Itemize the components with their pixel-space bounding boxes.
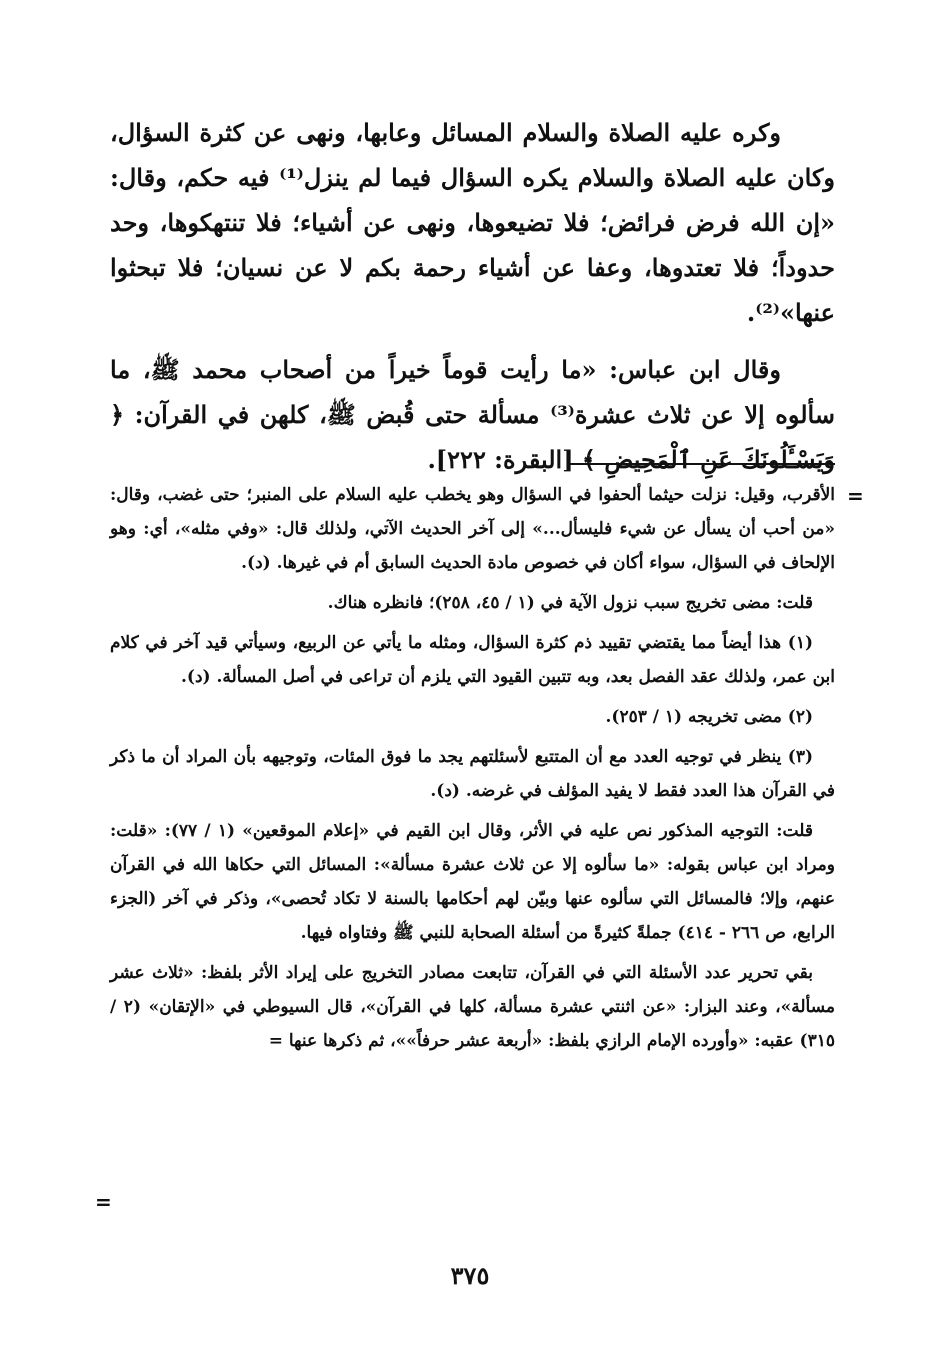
footnote-editor-note: قلت: مضى تخريج سبب نزول الآية في (١ / ٤٥، ٢٥٨)؛ فانظره هناك. [327,593,813,613]
continuation-mark-top: = [847,484,864,508]
footnote-continuation: الأقرب، وقيل: نزلت حيثما ألحفوا في السؤال وهو يخطب عليه السلام على المنبر؛ حتى غضب، وقال: «من أحب أن يسأل عن شيء فليسأل...» إلى آخر الحديث الآتي، ولذلك قال: «وفي مثله»، أي: وهو الإلحاف في السؤال، سواء أكان في خصوص مادة الحديث السابق أم في غيرها. (د). [110,485,835,573]
footnote-3: (٣) ينظر في توجيه العدد مع أن المتتبع لأسئلتهم يجد ما فوق المئات، وتوجيهه بأن المراد أن ما ذكر في القرآن هذا العدد فقط لا يفيد المؤلف في غرضه. (د). [110,747,835,801]
footnote-editor-note-2: قلت: التوجيه المذكور نص عليه في الأثر، وقال ابن القيم في «إعلام الموقعين» (١ / ٧٧): «قلت: ومراد ابن عباس بقوله: «ما سألوه إلا عن ثلاث عشرة مسألة»: المسائل التي حكاها الله في القرآن عنهم، وإلا؛ فالمسائل التي سألوه عنها وبيّن لهم أحكامها بالسنة لا تكاد تُحصى»، وذكر في آخر (الجزء الرابع، ص ٢٦٦ - ٤١٤) جملةً كثيرةً من أسئلة الصحابة للنبي ﷺ وفتاواه فيها. [110,821,835,943]
main-paragraph: وكره عليه الصلاة والسلام المسائل وعابها، ونهى عن كثرة السؤال، وكان عليه الصلاة والسلام يكره السؤال فيما لم ينزل⁽¹⁾ فيه حكم، وقال: «إن الله فرض فرائض؛ فلا تضيعوها، ونهى عن أشياء؛ فلا تنتهكوها، وحد حدوداً؛ فلا تعتدوها، وعفا عن أشياء رحمة بكم لا عن نسيان؛ فلا تبحثوا عنها»⁽²⁾. [110,118,835,327]
footnotes-section [110,478,835,1064]
footnote-2: (٢) مضى تخريجه (١ / ٢٥٣). [605,707,813,727]
footnote-divider [567,463,835,465]
footnote-editor-note-3: بقي تحرير عدد الأسئلة التي في القرآن، تتابعت مصادر التخريج على إيراد الأثر بلفظ: «ثلاث عشر مسألة»، وعند البزار: «عن اثنتي عشرة مسألة، كلها في القرآن»، قال السيوطي في «الإتقان» (٢ / ٣١٥) عقبه: «وأورده الإمام الرازي بلفظ: «أربعة عشر حرفاً»»، ثم ذكرها عنها = [110,963,835,1051]
footnote-1: (١) هذا أيضاً مما يقتضي تقييد ذم كثرة السؤال، ومثله ما يأتي عن الربيع، وسيأتي قيد آخر في كلام ابن عمر، ولذلك عقد الفصل بعد، وبه تتبين القيود التي يلزم أن تراعى في أصل المسألة. (د). [110,633,835,687]
page-number: ٣٧٥ [450,1261,490,1290]
continuation-mark-bottom: = [95,1190,112,1214]
main-paragraph: وقال ابن عباس: «ما رأيت قوماً خيراً من أصحاب محمد ﷺ، ما سألوه إلا عن ثلاث عشرة⁽³⁾ مسألة حتى قُبض ﷺ، كلهن في القرآن: ﴿ وَيَسْـَٔلُونَكَ عَنِ ٱلْمَحِيضِ ﴾ [البقرة: ٢٢٢]. [110,355,835,474]
main-text [110,110,835,494]
